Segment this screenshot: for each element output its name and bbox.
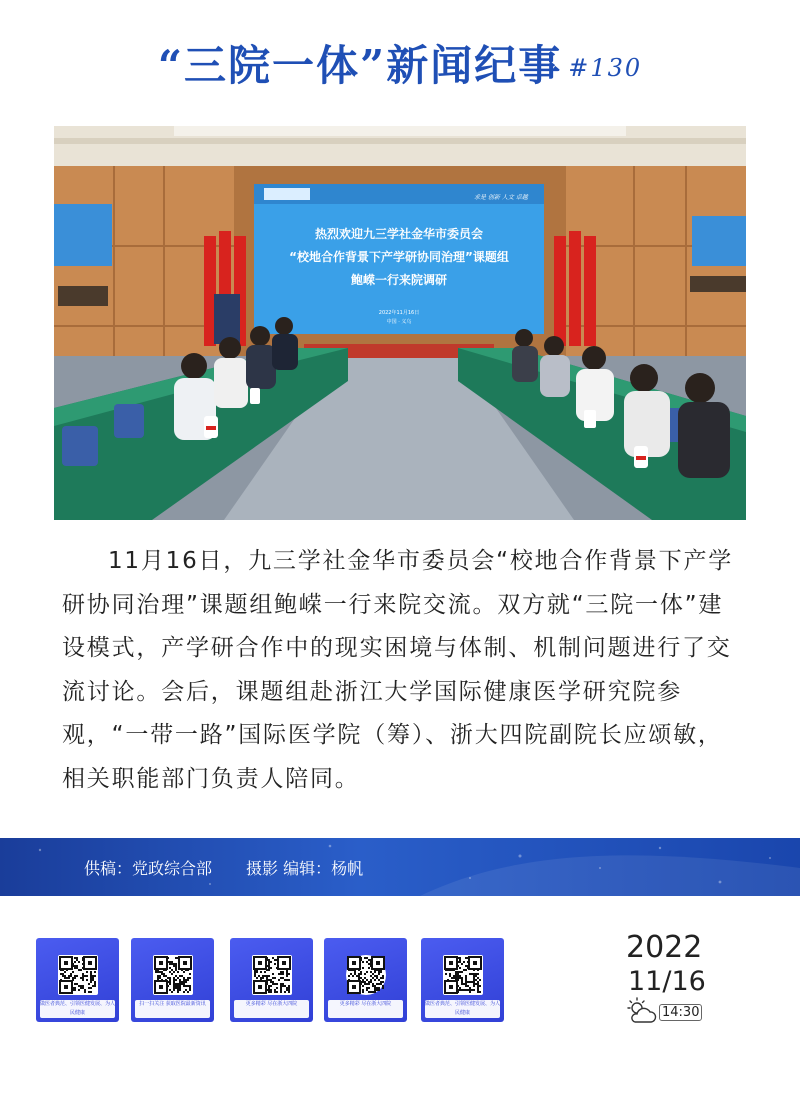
qr-code-icon bbox=[443, 955, 483, 995]
screen-date: 2022年11月16日 bbox=[378, 310, 420, 316]
date-year: 2022 bbox=[626, 930, 703, 965]
qr-card-caption: 更多精彩 尽在浙大四院 bbox=[328, 1000, 403, 1018]
news-photo bbox=[54, 126, 746, 520]
screen-line-1: 热烈欢迎九三学社金华市委员会 bbox=[314, 227, 484, 241]
sun-cloud-icon bbox=[624, 996, 660, 1026]
qr-card-2[interactable] bbox=[131, 938, 214, 1022]
credits-band bbox=[0, 838, 800, 896]
credits-line bbox=[84, 856, 397, 879]
credit-editor: 摄影 编辑：杨帆 bbox=[246, 859, 364, 878]
qr-card-caption: 扫一扫关注 获取医院最新资讯 bbox=[135, 1000, 210, 1018]
article-paragraph: 11月16日，九三学社金华市委员会“校地合作背景下产学研协同治理”课题组鲍嵘一行来院交流。双方就“三院一体”建设模式，产学研合作中的现实困境与体制、机制问题进行了交流讨论。会后，课题组赴浙江大学国际健康医学研究院参观，“一带一路”国际医学院（筹）、浙大四院副院长应颂敏，相关职能部门负责人陪同。 bbox=[62, 548, 734, 792]
screen-line-3: 鲍嵘一行来院调研 bbox=[350, 273, 448, 287]
issue-number: #130 bbox=[568, 54, 643, 82]
time-badge: 14:30 bbox=[659, 1004, 702, 1021]
screen-motto: 求是 创新 人文 卓越 bbox=[474, 194, 528, 201]
date-month-day: 11/16 bbox=[628, 966, 706, 997]
qr-code-icon bbox=[58, 955, 98, 995]
qr-card-caption: 做医者典范、引领医健发展、为人民健康 bbox=[40, 1001, 116, 1016]
screen-place: 中国 · 义乌 bbox=[386, 319, 412, 325]
qr-code-icon bbox=[153, 955, 193, 995]
page-title bbox=[0, 36, 800, 98]
qr-card-caption: 更多精彩 尽在浙大四院 bbox=[234, 1000, 309, 1018]
qr-card-5[interactable] bbox=[421, 938, 504, 1022]
screen-line-2: “校地合作背景下产学研协同治理”课题组 bbox=[289, 250, 509, 264]
qr-card-4[interactable] bbox=[324, 938, 407, 1022]
credit-source: 供稿：党政综合部 bbox=[84, 859, 213, 878]
meeting-room-illustration bbox=[54, 126, 746, 520]
title-text: “三院一体”新闻纪事 bbox=[157, 41, 563, 90]
qr-card-1[interactable] bbox=[36, 938, 119, 1022]
qr-card-caption: 做医者典范、引领医健发展、为人民健康 bbox=[425, 1001, 501, 1016]
qr-code-icon bbox=[252, 955, 292, 995]
qr-code-icon bbox=[346, 955, 386, 995]
qr-card-3[interactable] bbox=[230, 938, 313, 1022]
